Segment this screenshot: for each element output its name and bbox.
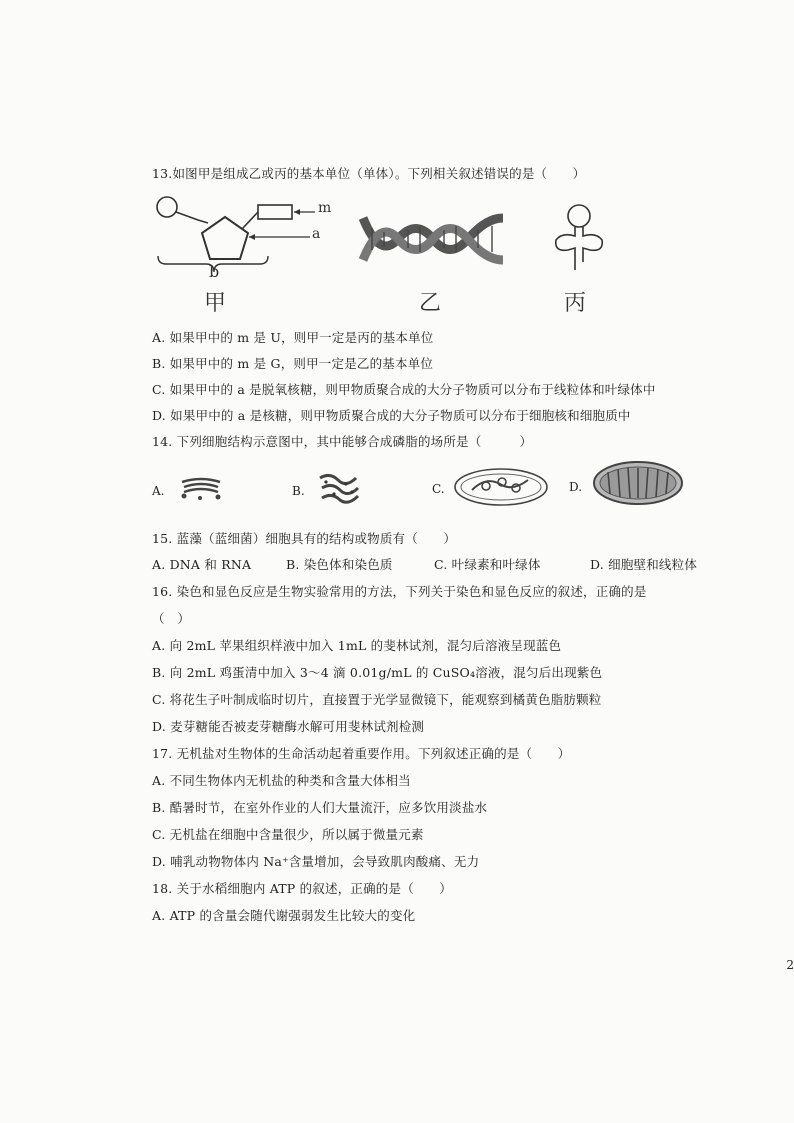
q14-stem: 14. 下列细胞结构示意图中，其中能够合成磷脂的场所是（ ） <box>152 434 533 449</box>
label-bing: 丙 <box>564 291 587 316</box>
golgi-icon <box>178 474 224 502</box>
q13-option-d: D. 如果甲中的 a 是核糖，则甲物质聚合成的大分子物质可以分布于细胞核和细胞质中 <box>152 408 631 423</box>
label-yi: 乙 <box>419 291 442 316</box>
q16-option-b: B. 向 2mL 鸡蛋清中加入 3～4 滴 0.01g/mL 的 CuSO₄溶液，混匀后出现紫色 <box>152 665 603 680</box>
q14-label-d: D. <box>569 480 583 494</box>
q15-option-a: A. DNA 和 RNA <box>152 557 252 572</box>
q14-label-a: A. <box>152 484 165 498</box>
nucleus-icon <box>452 466 550 508</box>
q15-option-b: B. 染色体和染色质 <box>286 557 393 572</box>
page-number: 2 <box>786 958 794 972</box>
phosphate-circle <box>157 197 177 217</box>
q17-option-d: D. 哺乳动物物体内 Na⁺含量增加，会导致肌肉酸痛、无力 <box>152 854 480 869</box>
q13-option-c: C. 如果甲中的 a 是脱氧核糖，则甲物质聚合成的大分子物质可以分布于线粒体和叶绿体中 <box>152 382 656 397</box>
q13-stem: 13.如图甲是组成乙或丙的基本单位（单体）。下列相关叙述错误的是（ ） <box>152 166 586 181</box>
q14-label-b: B. <box>292 484 305 498</box>
label-b: b <box>209 262 220 281</box>
q16-stem-cont: （ ） <box>152 611 191 626</box>
q16-option-a: A. 向 2mL 苹果组织样液中加入 1mL 的斐林试剂，混匀后溶液呈现蓝色 <box>152 638 562 653</box>
q17-option-b: B. 酷暑时节，在室外作业的人们大量流汗，应多饮用淡盐水 <box>152 800 488 815</box>
q13-option-a: A. 如果甲中的 m 是 U，则甲一定是丙的基本单位 <box>152 330 434 345</box>
base-rect <box>258 205 292 219</box>
q15-option-c: C. 叶绿素和叶绿体 <box>434 557 541 572</box>
q17-option-c: C. 无机盐在细胞中含量很少，所以属于微量元素 <box>152 827 424 842</box>
q14-label-c: C. <box>432 482 445 496</box>
q16-stem: 16. 染色和显色反应是生物实验常用的方法，下列关于染色和显色反应的叙述，正确的是 <box>152 584 647 599</box>
q13-option-b: B. 如果甲中的 m 是 G，则甲一定是乙的基本单位 <box>152 356 434 371</box>
sugar-pentagon <box>202 217 248 259</box>
q15-stem: 15. 蓝藻（蓝细菌）细胞具有的结构或物质有（ ） <box>152 531 457 546</box>
dna-helix-diagram <box>358 208 508 270</box>
q17-option-a: A. 不同生物体内无机盐的种类和含量大体相当 <box>152 773 411 788</box>
mitochondrion-icon <box>592 460 684 506</box>
q16-option-d: D. 麦芽糖能否被麦芽糖酶水解可用斐林试剂检测 <box>152 719 425 734</box>
q16-option-c: C. 将花生子叶制成临时切片，直接置于光学显微镜下，能观察到橘黄色脂肪颗粒 <box>152 692 602 707</box>
q18-stem: 18. 关于水稻细胞内 ATP 的叙述，正确的是（ ） <box>152 881 452 896</box>
q18-option-a: A. ATP 的含量会随代谢强弱发生比较大的变化 <box>152 908 416 923</box>
q17-stem: 17. 无机盐对生物体的生命活动起着重要作用。下列叙述正确的是（ ） <box>152 746 571 761</box>
trna-diagram <box>546 202 612 274</box>
label-jia: 甲 <box>204 291 227 316</box>
label-m: m <box>318 200 332 216</box>
label-a: a <box>312 226 321 242</box>
q15-option-d: D. 细胞壁和线粒体 <box>590 557 698 572</box>
endoplasmic-reticulum-icon <box>316 470 362 506</box>
